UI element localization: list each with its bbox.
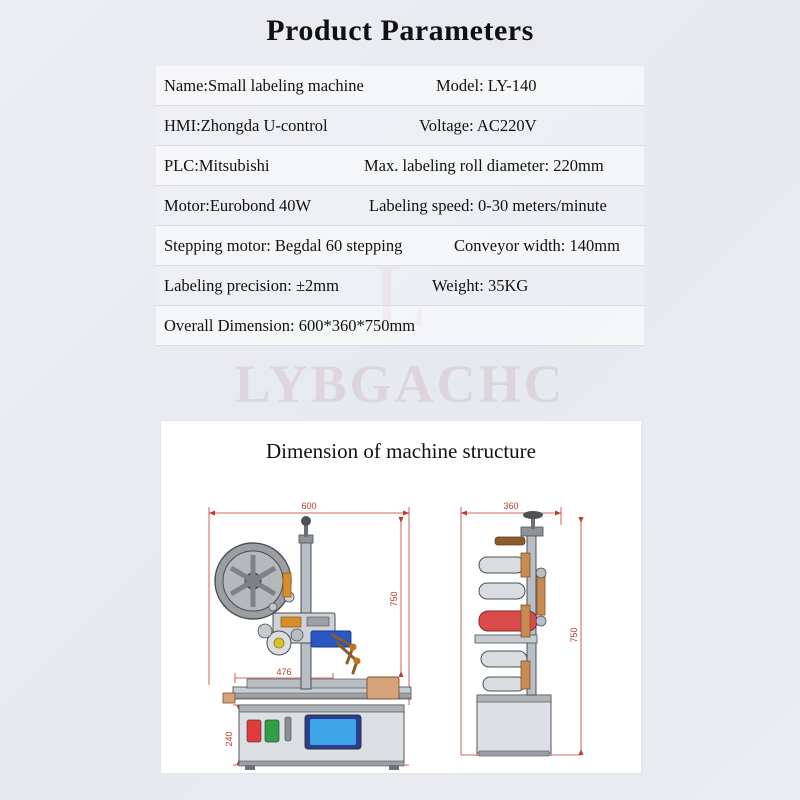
spec-value: Voltage: AC220V <box>419 115 537 135</box>
dim-side-width: 360 <box>503 501 519 511</box>
spec-label: Motor:Eurobond 40W <box>164 195 312 215</box>
dim-front-height: 750 <box>389 591 399 607</box>
watermark-brand: LYBGACHC <box>234 354 566 414</box>
table-row <box>156 186 644 226</box>
spec-label: Overall Dimension: 600*360*750mm <box>164 315 416 335</box>
table-row <box>156 306 644 346</box>
spec-value: Weight: 35KG <box>432 275 529 295</box>
spec-value: Model: LY-140 <box>436 75 537 95</box>
spec-label: Name:Small labeling machine <box>164 75 364 95</box>
dim-front-base: 240 <box>224 731 234 747</box>
machine-dimension-panel <box>160 420 642 774</box>
dim-front-width: 600 <box>301 501 317 511</box>
spec-label: HMI:Zhongda U-control <box>164 115 328 135</box>
spec-value: Labeling speed: 0-30 meters/minute <box>369 195 607 215</box>
spec-value: Max. labeling roll diameter: 220mm <box>364 155 604 175</box>
dim-front-inner: 476 <box>276 667 292 677</box>
table-row <box>156 146 644 186</box>
table-row <box>156 106 644 146</box>
diagram-title: Dimension of machine structure <box>265 439 536 463</box>
spec-label: Stepping motor: Begdal 60 stepping <box>164 235 403 255</box>
spec-value: Conveyor width: 140mm <box>454 235 620 255</box>
front-view-group <box>209 501 411 770</box>
spec-label: PLC:Mitsubishi <box>164 155 270 175</box>
table-row <box>156 266 644 306</box>
machine-drawing <box>161 465 641 771</box>
spec-label: Labeling precision: ±2mm <box>164 275 339 295</box>
side-view-group <box>461 501 584 756</box>
page-title: Product Parameters <box>266 14 534 47</box>
table-row <box>156 66 644 106</box>
dim-side-height: 750 <box>569 627 579 643</box>
table-row <box>156 226 644 266</box>
spec-table <box>156 66 644 346</box>
